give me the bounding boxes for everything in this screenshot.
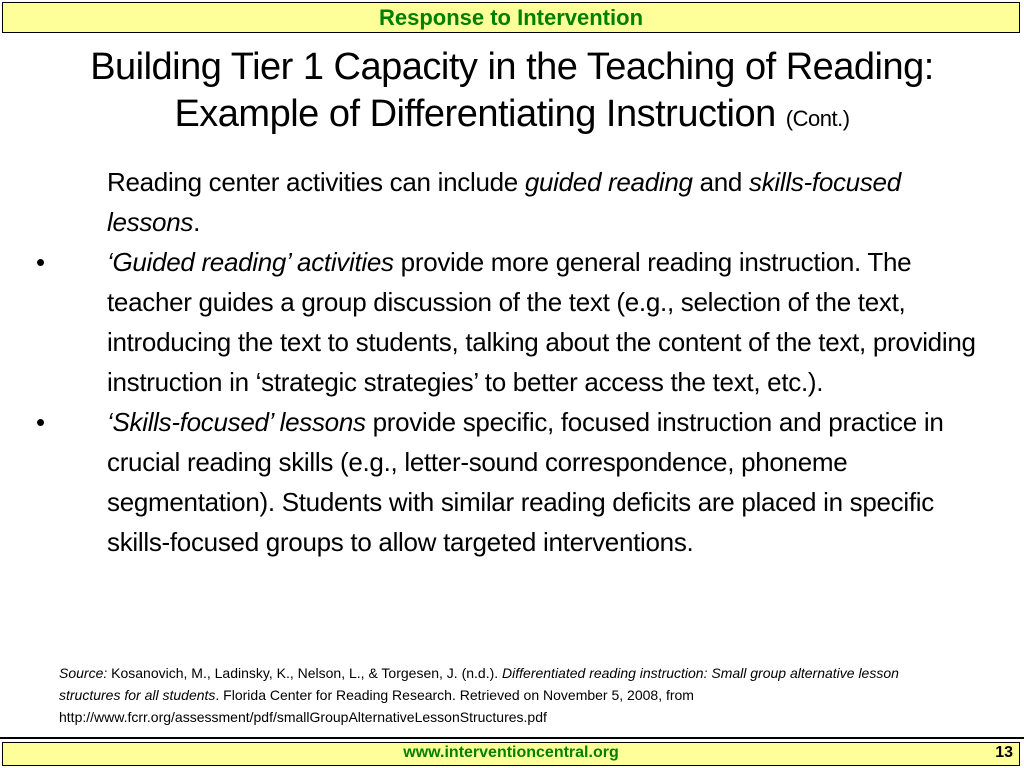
source-details: . Florida Center for Reading Research. Retrieved on November 5, 2008, from http://www.fcrr.org/assessment/pdf/smallGroupAlternativeLessonStructures.pdf — [59, 687, 694, 725]
intro-text-3: . — [193, 207, 200, 237]
bullet-body: provide specific, focused instruction and practice in crucial reading skills (e.g., letter-sound correspondence, phoneme segmentation). Students with similar reading deficits are placed in specific skills-focused groups to allow targeted interventions. — [107, 407, 944, 557]
bullet-body: provide more general reading instruction. The teacher guides a group discussion of the text (e.g., selection of the text, introducing the text to students, talking about the content of the text, providing instruction in ‘strategic strategies’ to better access the text, etc.). — [107, 247, 976, 397]
intro-emphasis-skills: skills-focused lessons — [107, 167, 901, 237]
bullet-lead: ‘Guided reading’ activities — [107, 247, 394, 277]
footer-banner — [2, 742, 1020, 766]
slide-body — [28, 162, 994, 562]
bullet-marker: • — [36, 247, 45, 277]
title-line-2-text: Example of Differentiating Instruction — [174, 93, 776, 135]
intro-text-2: and — [692, 167, 750, 197]
header-banner — [2, 2, 1020, 33]
bullet-text — [107, 402, 994, 562]
footer-divider — [0, 737, 1024, 739]
bullet-marker: • — [36, 407, 45, 437]
bullet-text — [107, 242, 994, 402]
footer-url-link[interactable]: www.interventioncentral.org — [403, 744, 619, 761]
bullet-guided-reading — [28, 242, 994, 402]
title-line-2 — [0, 91, 1024, 142]
source-work-title: Differentiated reading instruction: Small group alternative lesson structures for all students — [59, 665, 899, 703]
slide-title — [0, 44, 1024, 142]
page-number: 13 — [995, 744, 1013, 761]
source-authors: Kosanovich, M., Ladinsky, K., Nelson, L., & Torgesen, J. (n.d.). — [107, 665, 503, 681]
intro-paragraph — [28, 162, 994, 242]
source-citation — [59, 662, 959, 728]
title-line-1: Building Tier 1 Capacity in the Teaching of Reading: — [90, 46, 934, 88]
bullet-skills-focused — [28, 402, 994, 562]
title-cont-label: (Cont.) — [785, 106, 850, 131]
source-label: Source: — [59, 665, 108, 681]
intro-text-1: Reading center activities can include — [107, 167, 525, 197]
bullet-lead: ‘Skills-focused’ lessons — [107, 407, 366, 437]
banner-title: Response to Intervention — [378, 4, 644, 30]
intro-emphasis-guided: guided reading — [524, 167, 693, 197]
